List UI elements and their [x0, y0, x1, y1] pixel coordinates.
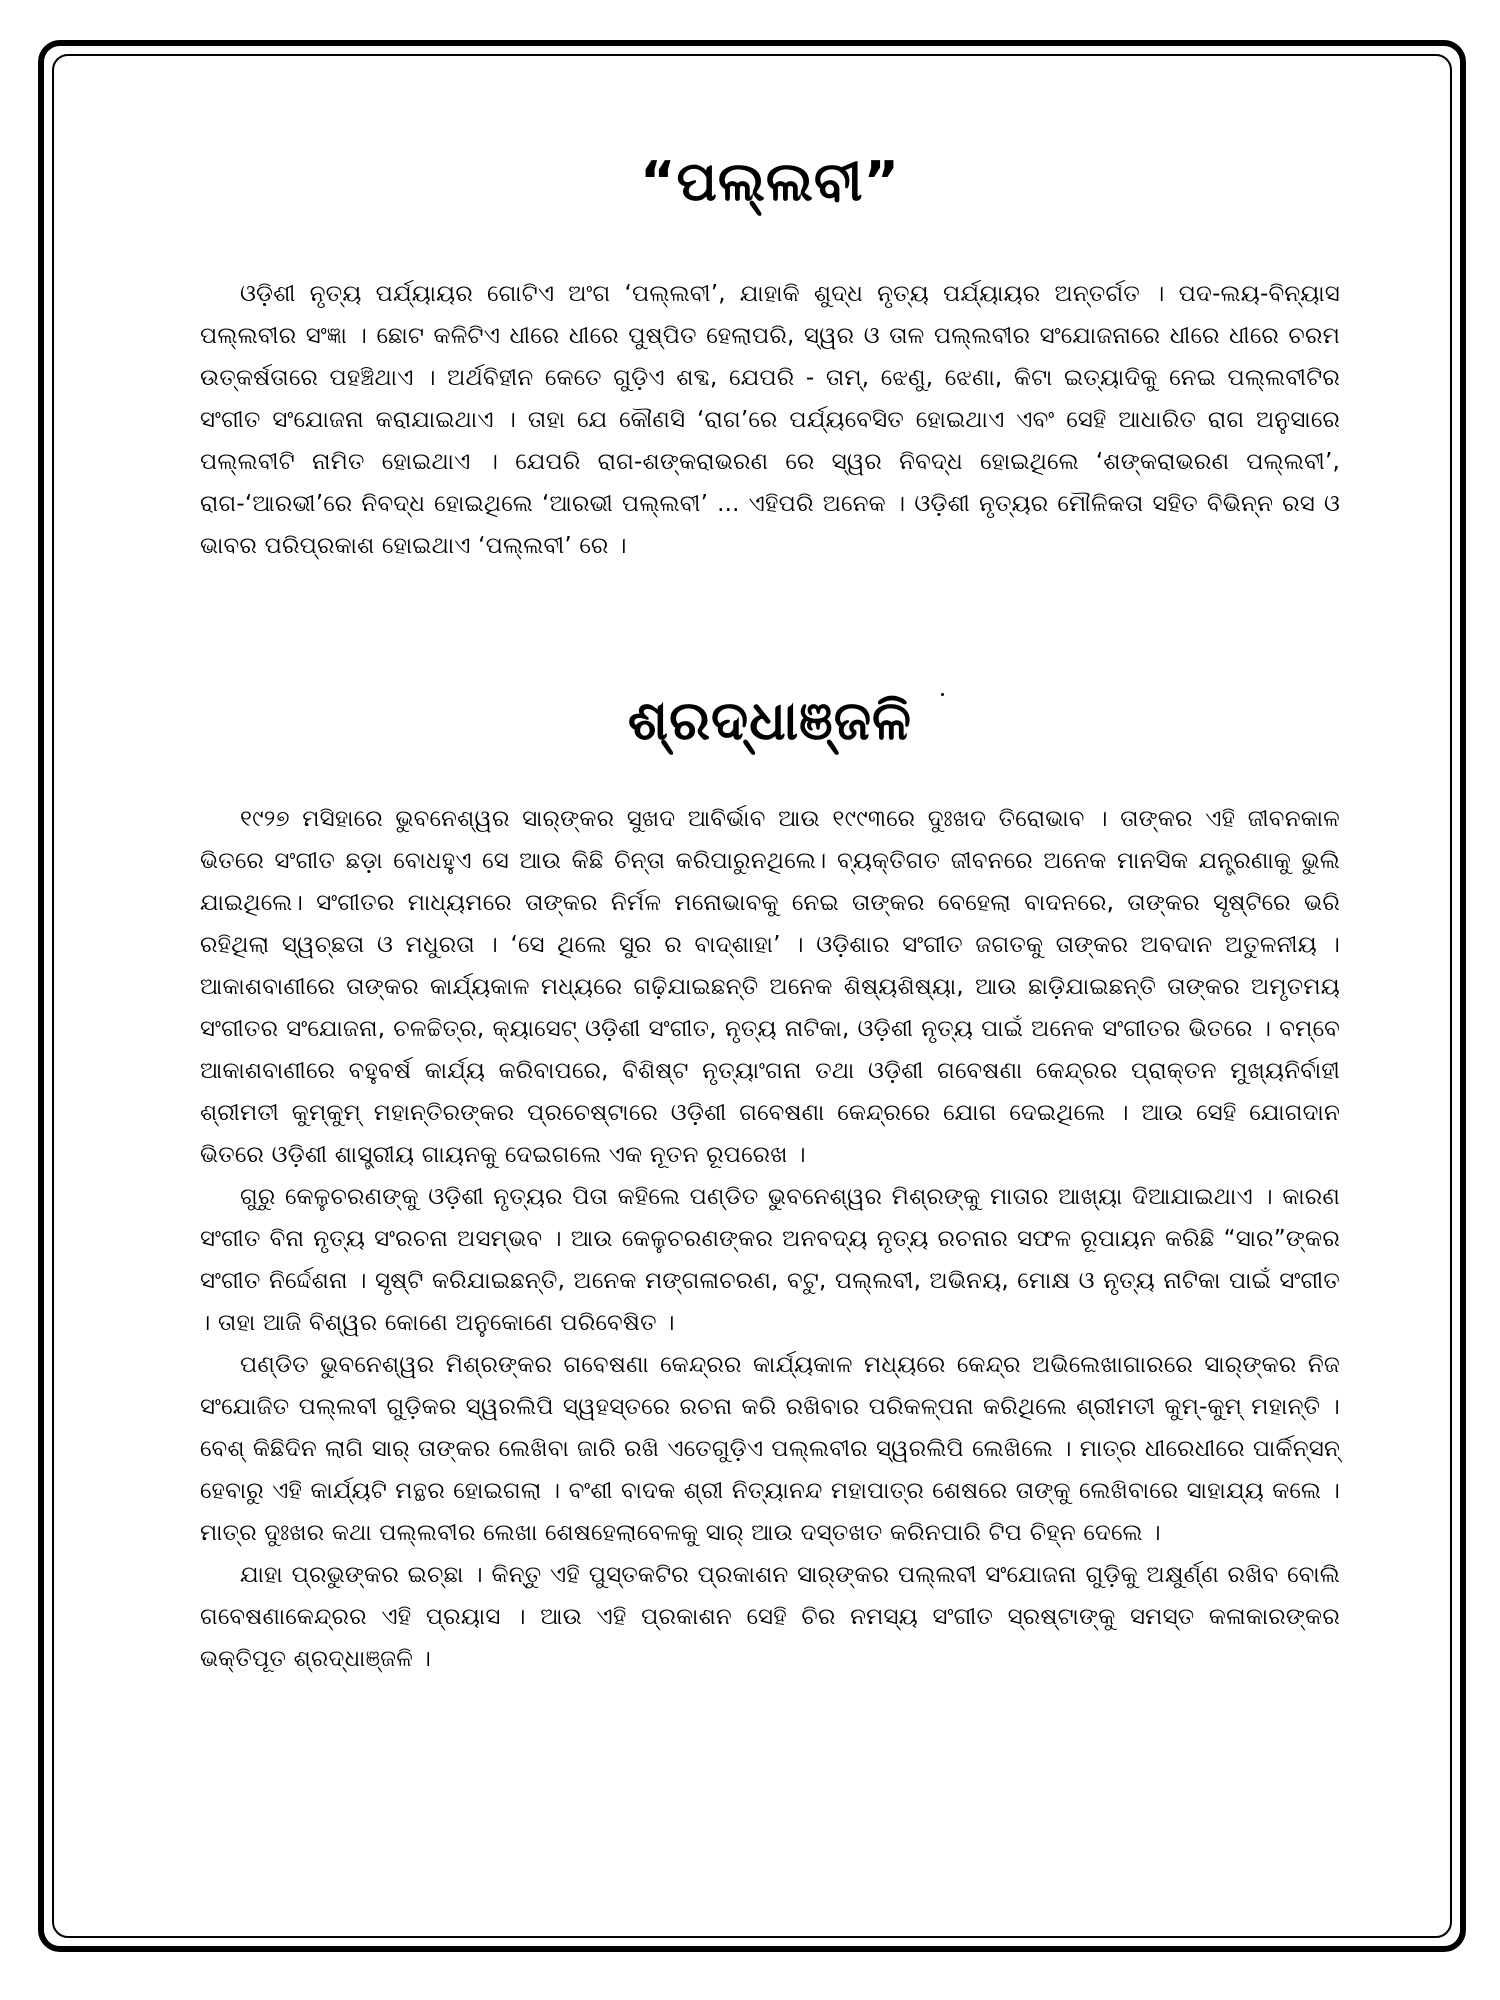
- page-content: [200, 130, 1340, 1680]
- tribute-title: ଶ୍ରଦ୍ଧାଞ୍ଜଳି: [627, 688, 913, 752]
- tribute-paragraph-2: ଗୁରୁ କେଳୁଚରଣଙ୍କୁ ଓଡ଼ିଶୀ ନୃତ୍ୟର ପିତା କହିଲେ ପଣ୍ଡିତ ଭୁବନେଶ୍ୱର ମିଶ୍ରଙ୍କୁ ମାତାର ଆଖ୍ୟା ଦିଆଯାଇଥାଏ । କାରଣ ସଂଗୀତ ବିନା ନୃତ୍ୟ ସଂରଚନା ଅସମ୍ଭବ । ଆଉ କେଳୁଚରଣଙ୍କର ଅନବଦ୍ୟ ନୃତ୍ୟ ରଚନାର ସଫଳ ରୂପାୟନ କରିଛି “ସାର”ଙ୍କର ସଂଗୀତ ନିର୍ଦ୍ଦେଶନା । ସୃଷ୍ଟି କରିଯାଇଛନ୍ତି, ଅନେକ ମଙ୍ଗଳାଚରଣ, ବଟୁ, ପଲ୍ଲବୀ, ଅଭିନୟ, ମୋକ୍ଷ ଓ ନୃତ୍ୟ ନାଟିକା ପାଇଁ ସଂଗୀତ । ତାହା ଆଜି ବିଶ୍ୱର କୋଣେ ଅନୁକୋଣେ ପରିବେଷିତ ।: [200, 1183, 1340, 1336]
- pallavi-intro-paragraph: ଓଡ଼ିଶୀ ନୃତ୍ୟ ପର୍ଯ୍ୟାୟର ଗୋଟିଏ ଅଂଗ ‘ପଲ୍ଲବୀ’, ଯାହାକି ଶୁଦ୍ଧ ନୃତ୍ୟ ପର୍ଯ୍ୟାୟର ଅନ୍ତର୍ଗତ । ପଦ-ଲୟ-ବିନ୍ୟାସ ପଲ୍ଲବୀର ସଂଜ୍ଞା । ଛୋଟ କଳିଟିଏ ଧୀରେ ଧୀରେ ପୁଷ୍ପିତ ହେଲାପରି, ସ୍ୱର ଓ ତାଳ ପଲ୍ଲବୀର ସଂଯୋଜନାରେ ଧୀରେ ଧୀରେ ଚରମ ଉତ୍କର୍ଷତାରେ ପହଞ୍ଚିଥାଏ । ଅର୍ଥବିହୀନ କେତେ ଗୁଡ଼ିଏ ଶବ୍ଦ, ଯେପରି - ତାମ୍, ଝେଣୁ, ଝେଣା, କିଟା ଇତ୍ୟାଦିକୁ ନେଇ ପଲ୍ଲବୀଟିର ସଂଗୀତ ସଂଯୋଜନା କରାଯାଇଥାଏ । ତାହା ଯେ କୌଣସି ‘ରାଗ’ରେ ପର୍ଯ୍ୟବେସିତ ହୋଇଥାଏ ଏବଂ ସେହି ଆଧାରିତ ରାଗ ଅନୁସାରେ ପଲ୍ଲବୀଟି ନାମିତ ହୋଇଥାଏ । ଯେପରି ରାଗ-ଶଙ୍କରାଭରଣ ରେ ସ୍ୱର ନିବଦ୍ଧ ହୋଇଥିଲେ ‘ଶଙ୍କରାଭରଣ ପଲ୍ଲବୀ’, ରାଗ-‘ଆରଭୀ’ରେ ନିବଦ୍ଧ ହୋଇଥିଲେ ‘ଆରଭୀ ପଲ୍ଲବୀ’ ... ଏହିପରି ଅନେକ । ଓଡ଼ିଶୀ ନୃତ୍ୟର ମୌଳିକତା ସହିତ ବିଭିନ୍ନ ରସ ଓ ଭାବର ପରିପ୍ରକାଶ ହୋଇଥାଏ ‘ପଲ୍ଲବୀ’ ରେ ।: [200, 280, 1340, 559]
- tribute-paragraph-3: ପଣ୍ଡିତ ଭୁବନେଶ୍ୱର ମିଶ୍ରଙ୍କର ଗବେଷଣା କେନ୍ଦ୍ରର କାର୍ଯ୍ୟକାଳ ମଧ୍ୟରେ କେନ୍ଦ୍ର ଅଭିଲେଖାଗାରରେ ସାର୍‌ଙ୍କର ନିଜ ସଂଯୋଜିତ ପଲ୍ଲବୀ ଗୁଡ଼ିକର ସ୍ୱରଲିପି ସ୍ୱହସ୍ତରେ ରଚନା କରି ରଖିବାର ପରିକଳ୍ପନା କରିଥିଲେ ଶ୍ରୀମତୀ କୁମ୍-କୁମ୍ ମହାନ୍ତି । ବେଶ୍ କିଛିଦିନ ଲାଗି ସାର୍ ତାଙ୍କର ଲେଖିବା ଜାରି ରଖି ଏତେଗୁଡ଼ିଏ ପଲ୍ଲବୀର ସ୍ୱରଲିପି ଲେଖିଲେ । ମାତ୍ର ଧୀରେଧୀରେ ପାର୍କିନ୍‌ସନ୍ ହେବାରୁ ଏହି କାର୍ଯ୍ୟଟି ମନ୍ଥର ହୋଇଗଲା । ବଂଶୀ ବାଦକ ଶ୍ରୀ ନିତ୍ୟାନନ୍ଦ ମହାପାତ୍ର ଶେଷରେ ତାଙ୍କୁ ଲେଖିବାରେ ସାହାଯ୍ୟ କଲେ । ମାତ୍ର ଦୁଃଖର କଥା ପଲ୍ଲବୀର ଲେଖା ଶେଷହେଲାବେଳକୁ ସାର୍ ଆଉ ଦସ୍ତଖତ କରିନପାରି ଟିପ ଚିହ୍ନ ଦେଲେ ।: [200, 1351, 1340, 1546]
- tribute-paragraph-4: ଯାହା ପ୍ରଭୁଙ୍କର ଇଚ୍ଛା । କିନ୍ତୁ ଏହି ପୁସ୍ତକଟିର ପ୍ରକାଶନ ସାର୍‌ଙ୍କର ପଲ୍ଲବୀ ସଂଯୋଜନା ଗୁଡ଼ିକୁ ଅକ୍ଷୁର୍ଣ୍ଣ ରଖିବ ବୋଲି ଗବେଷଣାକେନ୍ଦ୍ରର ଏହି ପ୍ରୟାସ । ଆଉ ଏହି ପ୍ରକାଶନ ସେହି ଚିର ନମସ୍ୟ ସଂଗୀତ ସ୍ରଷ୍ଟାଙ୍କୁ ସମସ୍ତ କଳାକାରଙ୍କର ଭକ୍ତିପୂତ ଶ୍ରଦ୍ଧାଞ୍ଜଳି ।: [200, 1561, 1340, 1672]
- pallavi-title: “ପଲ୍ଲବୀ”: [640, 150, 900, 213]
- tribute-paragraph-1: ୧୯୨୭ ମସିହାରେ ଭୁବନେଶ୍ୱର ସାର୍‌ଙ୍କର ସୁଖଦ ଆବିର୍ଭାବ ଆଉ ୧୯୯୩ରେ ଦୁଃଖଦ ତିରୋଭାବ । ତାଙ୍କର ଏହି ଜୀବନକାଳ ଭିତରେ ସଂଗୀତ ଛଡ଼ା ବୋଧହୁଏ ସେ ଆଉ କିଛି ଚିନ୍ତା କରିପାରୁନଥିଲେ। ବ୍ୟକ୍ତିଗତ ଜୀବନରେ ଅନେକ ମାନସିକ ଯନ୍ତ୍ରଣାକୁ ଭୁଲି ଯାଇଥିଲେ। ସଂଗୀତର ମାଧ୍ୟମରେ ତାଙ୍କର ନିର୍ମଳ ମନୋଭାବକୁ ନେଇ ତାଙ୍କର ବେହେଲା ବାଦନରେ, ତାଙ୍କର ସୃଷ୍ଟିରେ ଭରି ରହିଥିଲା ସ୍ୱଚ୍ଛତା ଓ ମଧୁରତା । ‘ସେ ଥିଲେ ସୁର ର ବାଦ୍‌ଶାହା’ । ଓଡ଼ିଶାର ସଂଗୀତ ଜଗତକୁ ତାଙ୍କର ଅବଦାନ ଅତୁଳନୀୟ । ଆକାଶବାଣୀରେ ତାଙ୍କର କାର୍ଯ୍ୟକାଳ ମଧ୍ୟରେ ଗଢ଼ିଯାଇଛନ୍ତି ଅନେକ ଶିଷ୍ୟଶିଷ୍ୟା, ଆଉ ଛାଡ଼ିଯାଇଛନ୍ତି ତାଙ୍କର ଅମୃତମୟ ସଂଗୀତର ସଂଯୋଜନା, ଚଳଚ୍ଚିତ୍ର, କ୍ୟାସେଟ୍ ଓଡ଼ିଶୀ ସଂଗୀତ, ନୃତ୍ୟ ନାଟିକା, ଓଡ଼ିଶୀ ନୃତ୍ୟ ପାଇଁ ଅନେକ ସଂଗୀତର ଭିତରେ । ବମ୍ବେ ଆକାଶବାଣୀରେ ବହୁବର୍ଷ କାର୍ଯ୍ୟ କରିବାପରେ, ବିଶିଷ୍ଟ ନୃତ୍ୟାଂଗନା ତଥା ଓଡ଼ିଶୀ ଗବେଷଣା କେନ୍ଦ୍ରର ପ୍ରାକ୍ତନ ମୁଖ୍ୟନିର୍ବାହୀ ଶ୍ରୀମତୀ କୁମ୍‌କୁମ୍ ମହାନ୍ତିରଙ୍କର ପ୍ରଚେଷ୍ଟାରେ ଓଡ଼ିଶୀ ଗବେଷଣା କେନ୍ଦ୍ରରେ ଯୋଗ ଦେଇଥିଲେ । ଆଉ ସେହି ଯୋଗଦାନ ଭିତରେ ଓଡ଼ିଶୀ ଶାସ୍ତ୍ରୀୟ ଗାୟନକୁ ଦେଇଗଲେ ଏକ ନୂତନ ରୂପରେଖ ।: [200, 805, 1340, 1168]
